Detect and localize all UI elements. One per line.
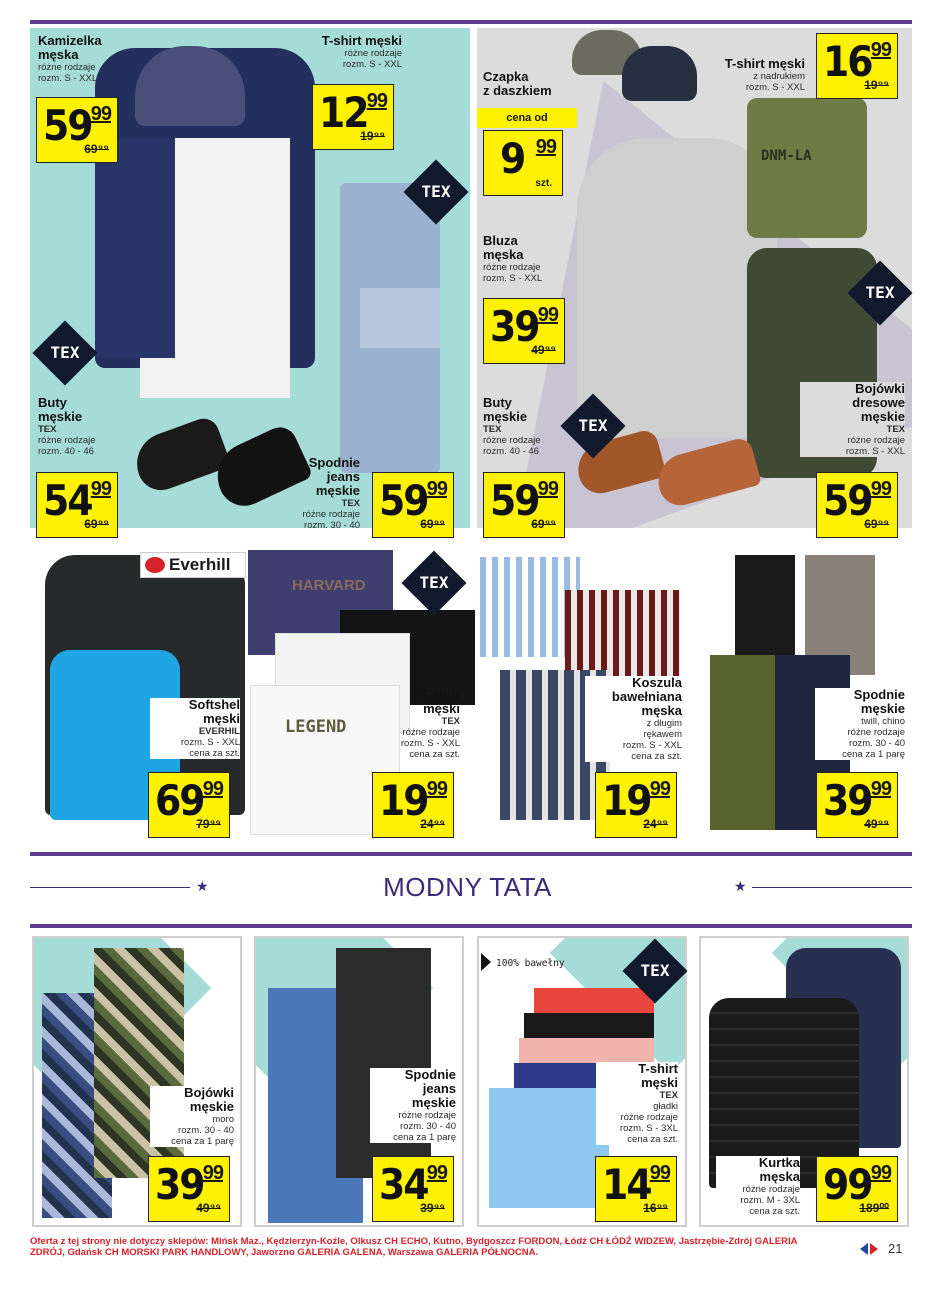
tshirt-print-legend: LEGEND xyxy=(285,717,347,737)
tshirt1-info: T-shirt męski różne rodzaje rozm. S - XXL xyxy=(321,33,402,70)
kurtka-info: Kurtka męska różne rodzaje rozm. M - 3XL cena za szt. xyxy=(716,1156,800,1217)
cotton-note: 100% bawełny xyxy=(496,958,565,969)
everhill-logo: Everhill xyxy=(140,552,246,578)
price-kamizelka: 59 99 69⁹⁹ xyxy=(36,97,118,163)
carrefour-logo-icon xyxy=(858,1242,880,1256)
footer-disclaimer: Oferta z tej strony nie dotyczy sklepów: Mińsk Maz., Kędzierzyn-Koźle, Olkusz CH ECHO, Kutno, Bydgoszcz FORDON, Łódź CH ŁÓDŹ WIDZEW, Jastrzębie-Zdrój GALERIA ZDRÓJ, Gdańsk CH MORSKI PARK HANDLOWY, Jaworzno GALERIA GALENA, Warszawa GALERIA PÓŁNOCNA. xyxy=(30,1236,798,1258)
bottom-divider xyxy=(30,924,912,928)
tshirt3-info: T-shirt męski TEX różne rodzaje rozm. S - XXL cena za szt. xyxy=(400,687,460,760)
vest-hood xyxy=(135,46,245,126)
tshirt-print-harvard: HARVARD xyxy=(292,577,366,594)
tex-badge-shoes2: TEX xyxy=(560,393,625,458)
price-tshirt3: 19 99 24⁹⁹ xyxy=(372,772,454,838)
page-number: 21 xyxy=(888,1241,903,1256)
cena-od-label: cena od xyxy=(477,108,577,128)
cotton-arrow-icon xyxy=(481,953,491,971)
tshirt-stack-lightblue xyxy=(489,1088,609,1208)
cap-navy-image xyxy=(622,46,697,101)
tex-badge-tshirts-mid: TEX xyxy=(401,550,466,615)
jeans-fold xyxy=(360,288,440,348)
tshirt-green-image xyxy=(747,98,867,238)
tshirt4-info: T-shirt męski TEX gładki różne rodzaje rozm. S - 3XL cena za szt. xyxy=(596,1062,678,1145)
tex-badge-jogger: TEX xyxy=(847,260,912,325)
tshirt-green-print: DNM-LA xyxy=(761,148,812,164)
price-buty1: 54 99 69⁹⁹ xyxy=(36,472,118,538)
price-spodnie2: 39 99 49⁹⁹ xyxy=(816,772,898,838)
buty2-info: Buty męskie TEX różne rodzaje rozm. 40 - 46 xyxy=(483,395,541,457)
top-divider xyxy=(30,20,912,24)
spodnie1-info: Spodnie jeans męskie TEX różne rodzaje rozm. 30 - 40 xyxy=(302,455,360,531)
bojowki2-info: Bojówki męskie moro rozm. 30 - 40 cena za 1 parę xyxy=(150,1086,234,1147)
price-tshirt2: 16 99 19⁹⁹ xyxy=(816,33,898,99)
tex-badge-tshirt: TEX xyxy=(403,159,468,224)
price-spodnie3: 34 99 39⁹⁹ xyxy=(372,1156,454,1222)
price-czapka: 9 99 szt. xyxy=(483,130,563,196)
koszula-info: Koszula bawełniana męska z długim rękawem rozm. S - XXL cena za szt. xyxy=(585,676,682,762)
jeans-black-image xyxy=(336,948,431,1178)
buty1-info: Buty męskie TEX różne rodzaje rozm. 40 - 46 xyxy=(38,395,96,457)
bojowki1-info: Bojówki dresowe męskie TEX różne rodzaje rozm. S - XXL xyxy=(800,382,905,457)
price-tshirt4: 14 99 16⁹⁹ xyxy=(595,1156,677,1222)
star-right-icon: ★ xyxy=(734,878,747,894)
middle-divider xyxy=(30,852,912,856)
softshell-info: Softshel męski EVERHIL rozm. S - XXL cena za szt. xyxy=(150,698,240,759)
price-buty2: 59 99 69⁹⁹ xyxy=(483,472,565,538)
price-koszula: 19 99 24⁹⁹ xyxy=(595,772,677,838)
price-kurtka: 99 99 189⁰⁰ xyxy=(816,1156,898,1222)
spodnie2-info: Spodnie męskie twill, chino różne rodzaje rozm. 30 - 40 cena za 1 parę xyxy=(815,688,905,760)
tshirt2-info: T-shirt męski z nadrukiem rozm. S - XXL xyxy=(724,56,805,93)
price-tshirt1: 12 99 19⁹⁹ xyxy=(312,84,394,150)
shoe-left-image xyxy=(128,414,231,496)
heading-rule-right xyxy=(752,887,912,888)
tex-badge-vest: TEX xyxy=(32,320,97,385)
price-bojowki2: 39 99 49⁹⁹ xyxy=(148,1156,230,1222)
price-spodnie1: 59 99 69⁹⁹ xyxy=(372,472,454,538)
price-bluza: 39 99 49⁹⁹ xyxy=(483,298,565,364)
spodnie3-info: Spodnie jeans męskie różne rodzaje rozm. 30 - 40 cena za 1 parę xyxy=(370,1068,456,1143)
czapka-info: Czapka z daszkiem xyxy=(483,69,552,98)
price-bojowki1: 59 99 69⁹⁹ xyxy=(816,472,898,538)
tex-badge-tshirts-bottom: TEX xyxy=(622,938,687,1003)
kamizelka-info: Kamizelka męska różne rodzaje rozm. S - XXL xyxy=(38,33,102,84)
vest-front-panel xyxy=(95,138,175,358)
section-heading: MODNY TATA xyxy=(383,872,552,902)
bluza-info: Bluza męska różne rodzaje rozm. S - XXL xyxy=(483,233,543,284)
price-softshell: 69 99 79⁹⁹ xyxy=(148,772,230,838)
star-left-icon: ★ xyxy=(196,878,209,894)
